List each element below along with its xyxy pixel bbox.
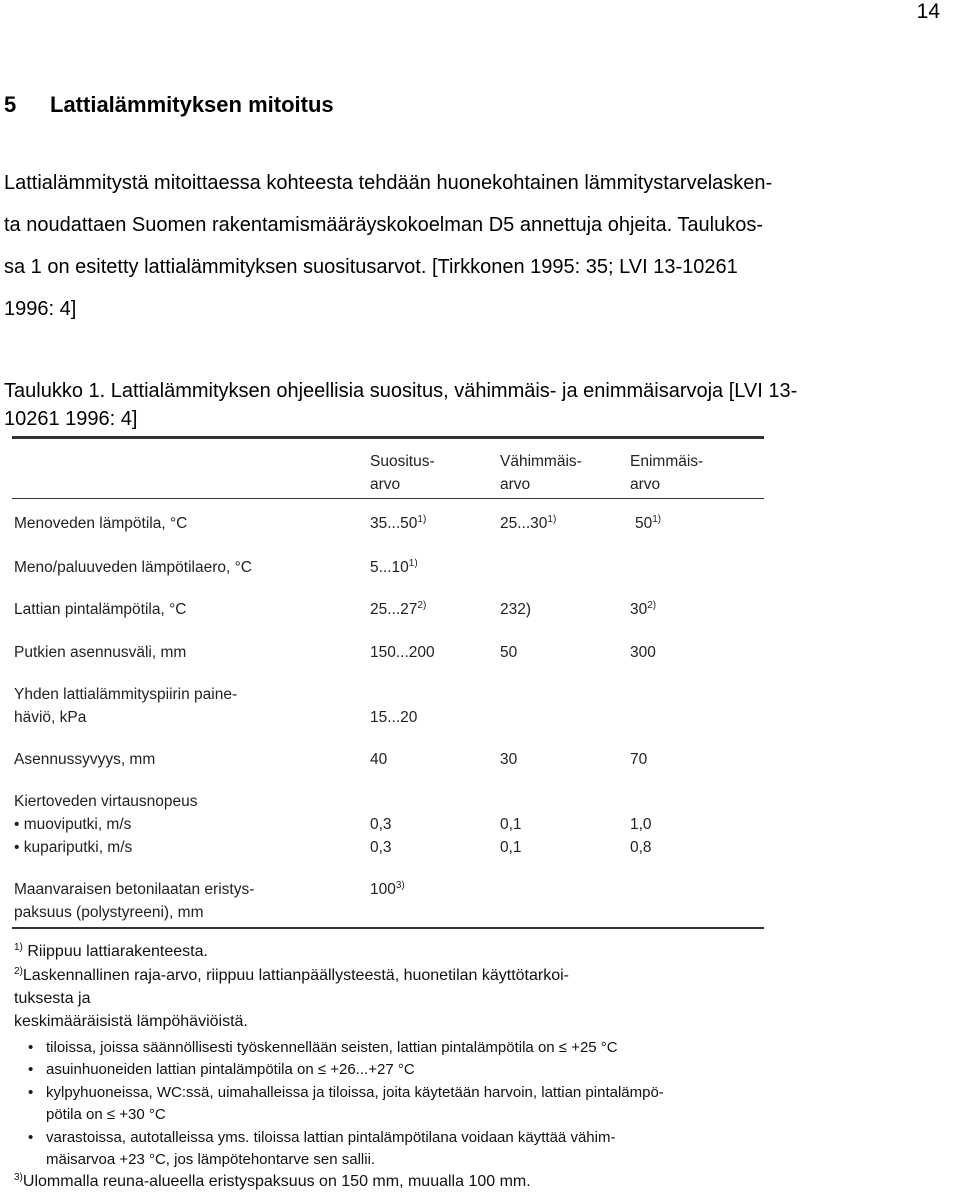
caption-line: 10261 1996: 4] [4,408,138,430]
cell-putkivali-enimmais: 300 [630,644,656,661]
cell-kupari-suositus: 0,3 [370,839,392,856]
section-title: Lattialämmityksen mitoitus [50,92,334,117]
cell-kupari-vahimmais: 0,1 [500,839,522,856]
row-label-menovesi: Menoveden lämpötila, °C [14,515,188,532]
cell-putkivali-suositus: 150...200 [370,644,435,661]
row-label-kupari: • kupariputki, m/s [14,839,133,856]
header-suositus: Suositus- arvo [370,453,435,493]
page-number: 14 [916,0,940,23]
paragraph-line: Lattialämmitystä mitoittaessa kohteesta tehdään huonekohtainen lämmitystarvelasken- [4,172,773,194]
cell-syvyys-suositus: 40 [370,751,388,768]
cell-pinta-vahimmais: 232) [500,601,532,618]
paragraph-line: 1996: 4] [4,298,77,320]
row-label-eristys: Maanvaraisen betonilaatan eristys- paksuus (polystyreeni), mm [14,881,255,921]
cell-pinta-enimmais: 30$^{2)}$ [630,600,657,618]
cell-muovi-suositus: 0,3 [370,816,392,833]
cell-painehavio-suositus: 15...20 [370,709,418,726]
cell-syvyys-enimmais: 70 [630,751,648,768]
row-label-putkivali: Putkien asennusväli, mm [14,644,187,661]
caption-line: Taulukko 1. Lattialämmityksen ohjeellisia suositus, vähimmäis- ja enimmäisarvoja [LVI 13- [4,380,798,402]
section-heading [4,92,334,118]
table-footnote-rule [12,927,764,929]
header-enimmais: Enimmäis- arvo [630,453,704,493]
section-number: 5 [4,92,17,117]
table-caption [4,377,958,433]
cell-eristys-suositus: 100$^{3)}$ [370,880,405,898]
paragraph-line: sa 1 on esitetty lattialämmityksen suositusarvot. [Tirkkonen 1995: 35; LVI 13-10261 [4,256,738,278]
cell-kupari-enimmais: 0,8 [630,839,652,856]
footnote-3: $^{3)}$Ulommalla reuna-alueella eristyspaksuus on 150 mm, muualla 100 mm. [14,1172,531,1190]
footnote-2: $^{2)}$Laskennallinen raja-arvo, riippuu lattianpäällysteestä, huonetilan käyttötarkoi- tuksesta ja keskimääräisistä lämpöhäviöistä. [14,966,570,1030]
header-vahimmais: Vähimmäis- arvo [500,453,582,493]
row-label-pinta: Lattian pintalämpötila, °C [14,601,187,618]
row-label-paluuero: Meno/paluuveden lämpötilaero, °C [14,559,252,576]
cell-putkivali-vahimmais: 50 [500,644,518,661]
cell-paluuero-suositus: 5...10$^{1)}$ [370,558,418,576]
cell-menovesi-vahimmais: 25...30$^{1)}$ [500,514,557,532]
paragraph-line: ta noudattaen Suomen rakentamismääräyskokoelman D5 annettuja ohjeita. Taulukos- [4,214,763,236]
row-label-virtaus: Kiertoveden virtausnopeus [14,793,198,810]
footnote-1: $^{1)}$ Riippuu lattiarakenteesta. [14,942,208,960]
row-label-syvyys: Asennussyvyys, mm [14,751,156,768]
row-label-muovi: • muoviputki, m/s [14,816,132,833]
table-top-rule [12,436,764,439]
cell-menovesi-enimmais: 50$^{1)}$ [635,514,662,532]
cell-syvyys-vahimmais: 30 [500,751,518,768]
cell-menovesi-suositus: 35...50$^{1)}$ [370,514,427,532]
row-label-painehavio: Yhden lattialämmityspiirin paine- häviö, kPa [14,686,238,726]
cell-muovi-enimmais: 1,0 [630,816,652,833]
intro-paragraph [4,162,958,330]
cell-muovi-vahimmais: 0,1 [500,816,522,833]
cell-pinta-suositus: 25...27$^{2)}$ [370,600,427,618]
table-header-rule [12,498,764,499]
